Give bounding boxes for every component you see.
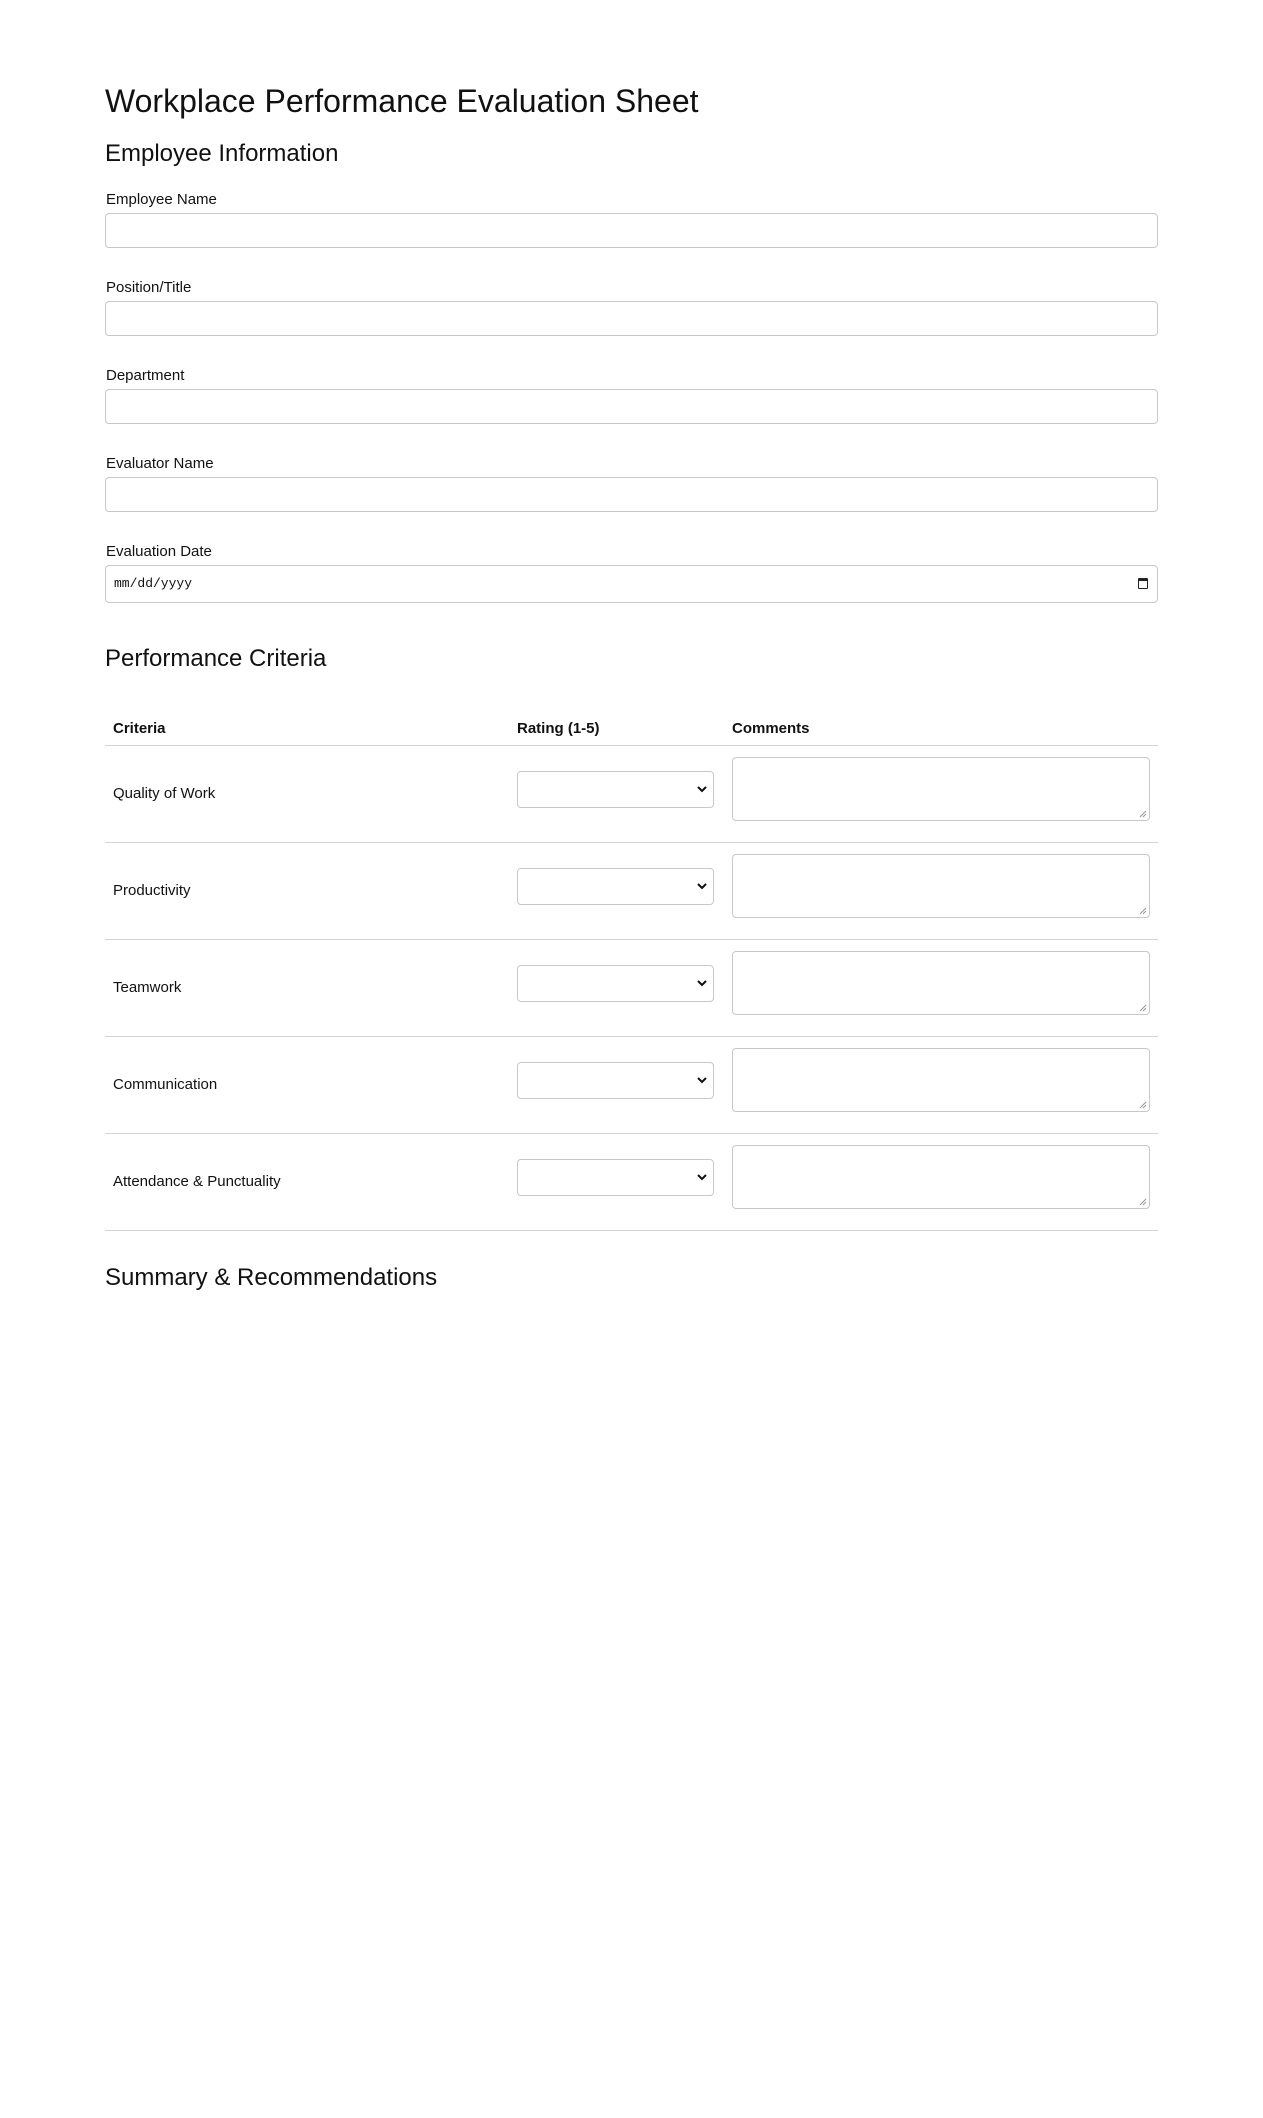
department-input[interactable]	[105, 389, 1158, 424]
position-title-input[interactable]	[105, 301, 1158, 336]
comments-textarea[interactable]	[732, 854, 1150, 918]
section-heading-employee-information: Employee Information	[105, 140, 339, 167]
employee-name-label: Employee Name	[106, 191, 217, 208]
column-header-rating: Rating (1-5)	[517, 720, 600, 737]
page-title: Workplace Performance Evaluation Sheet	[105, 83, 699, 119]
criteria-table-header	[105, 706, 1158, 746]
resize-grip-icon[interactable]	[1139, 1004, 1147, 1012]
column-header-criteria: Criteria	[113, 720, 166, 737]
evaluation-date-input[interactable]	[105, 565, 1158, 603]
comments-textarea[interactable]	[732, 757, 1150, 821]
section-heading-summary-recommendations: Summary & Recommendations	[105, 1264, 438, 1291]
rating-select[interactable]	[517, 1062, 714, 1099]
table-row	[105, 746, 1158, 843]
comments-textarea[interactable]	[732, 1145, 1150, 1209]
column-header-comments: Comments	[732, 720, 810, 737]
section-heading-performance-criteria: Performance Criteria	[105, 645, 327, 672]
chevron-down-icon	[696, 978, 708, 988]
criteria-label: Quality of Work	[113, 785, 216, 802]
calendar-icon[interactable]	[1138, 578, 1148, 589]
evaluation-date-label: Evaluation Date	[106, 543, 212, 560]
evaluator-name-input[interactable]	[105, 477, 1158, 512]
resize-grip-icon[interactable]	[1139, 810, 1147, 818]
criteria-label: Teamwork	[113, 979, 182, 996]
chevron-down-icon	[696, 1075, 708, 1085]
table-row	[105, 1037, 1158, 1134]
department-label: Department	[106, 367, 185, 384]
chevron-down-icon	[696, 784, 708, 794]
rating-select[interactable]	[517, 868, 714, 905]
comments-textarea[interactable]	[732, 951, 1150, 1015]
rating-select[interactable]	[517, 965, 714, 1002]
evaluator-name-label: Evaluator Name	[106, 455, 214, 472]
resize-grip-icon[interactable]	[1139, 1101, 1147, 1109]
criteria-label: Communication	[113, 1076, 218, 1093]
rating-select[interactable]	[517, 771, 714, 808]
table-row	[105, 1134, 1158, 1231]
chevron-down-icon	[696, 1172, 708, 1182]
criteria-label: Attendance & Punctuality	[113, 1173, 281, 1190]
table-row	[105, 843, 1158, 940]
employee-name-input[interactable]	[105, 213, 1158, 248]
rating-select[interactable]	[517, 1159, 714, 1196]
chevron-down-icon	[696, 881, 708, 891]
position-title-label: Position/Title	[106, 279, 192, 296]
table-row	[105, 940, 1158, 1037]
date-placeholder: mm/dd/yyyy	[114, 576, 193, 591]
resize-grip-icon[interactable]	[1139, 907, 1147, 915]
criteria-label: Productivity	[113, 882, 191, 899]
resize-grip-icon[interactable]	[1139, 1198, 1147, 1206]
comments-textarea[interactable]	[732, 1048, 1150, 1112]
